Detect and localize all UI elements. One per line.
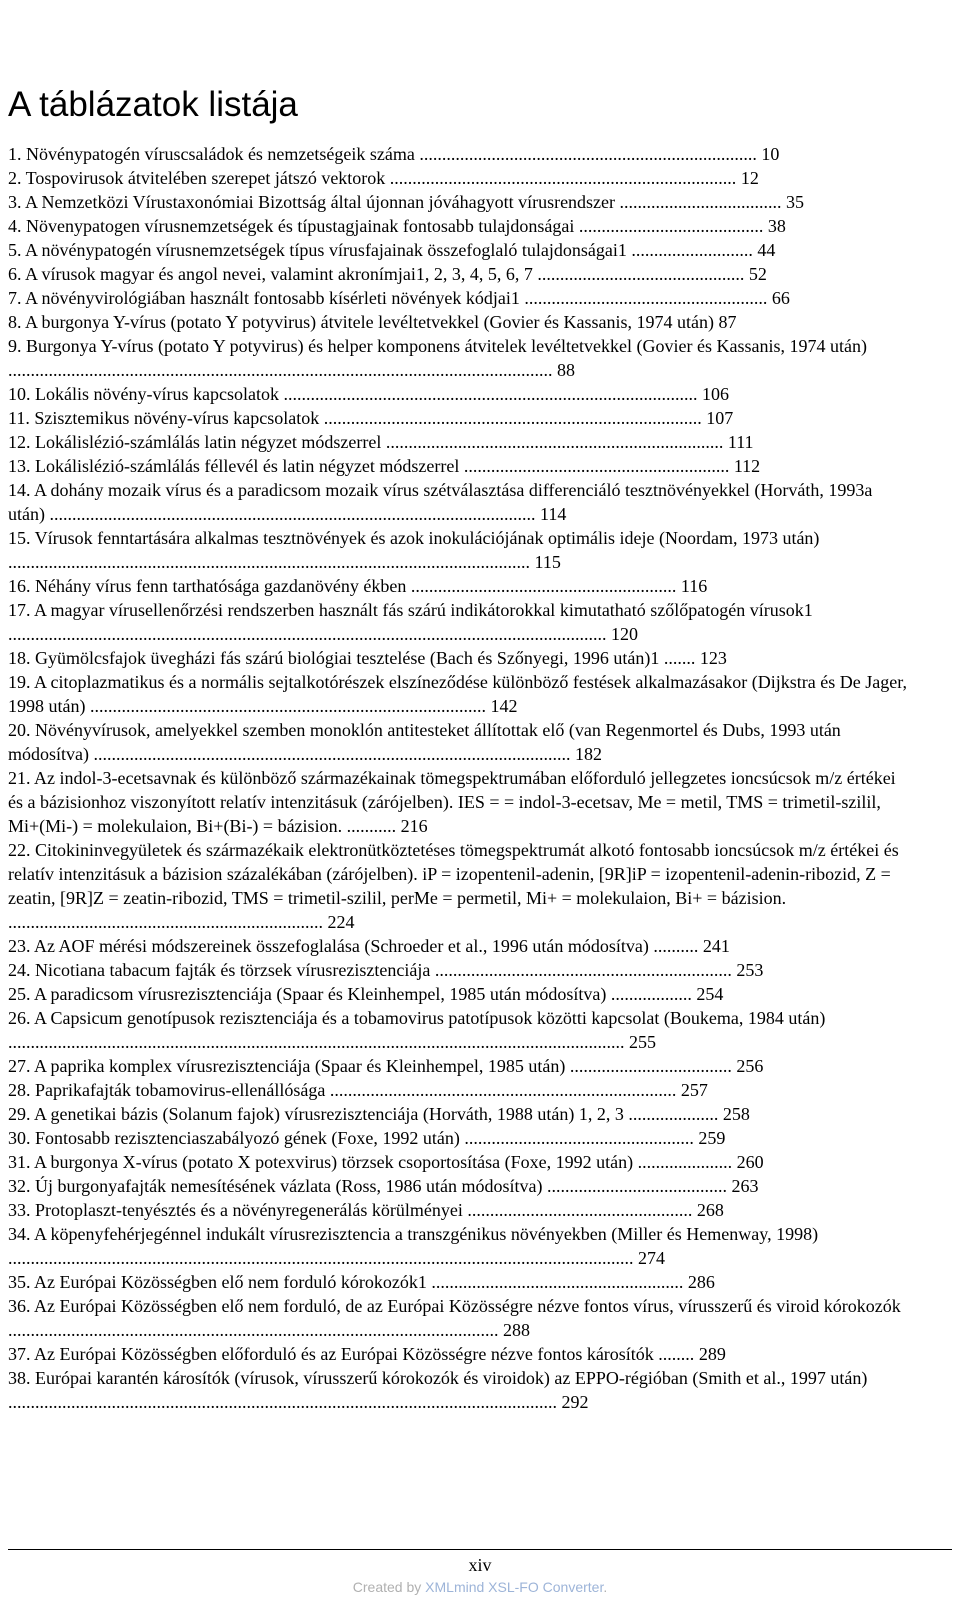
toc-entry-page: 142 — [490, 696, 518, 716]
toc-entry-page: 292 — [561, 1392, 589, 1412]
toc-entry-title: 31. A burgonya X-vírus (potato X potexvirus) törzsek csoportosítása (Foxe, 1992 után) ..................... — [8, 1152, 733, 1172]
toc-entry-title: 6. A vírusok magyar és angol nevei, valamint akronímjai1, 2, 3, 4, 5, 6, 7 .............................................. — [8, 264, 745, 284]
toc-entry[interactable] — [8, 838, 908, 934]
toc-entry-title: 10. Lokális növény-vírus kapcsolatok ............................................................................................ — [8, 384, 698, 404]
toc-entry-title: 23. Az AOF mérési módszereinek összefoglalása (Schroeder et al., 1996 után módosítva) .......... — [8, 936, 699, 956]
toc-entry-title: 13. Lokálislézió-számlálás féllevél és latin négyzet módszerrel ........................................................... — [8, 456, 730, 476]
toc-entry-page: 52 — [748, 264, 767, 284]
toc-entry[interactable] — [8, 670, 908, 718]
toc-entry[interactable] — [8, 646, 908, 670]
toc-entry-title: 27. A paprika komplex vírusrezisztenciája (Spaar és Kleinhempel, 1985 után) .................................... — [8, 1056, 732, 1076]
toc-entry-title: 14. A dohány mozaik vírus és a paradicsom mozaik vírus szétválasztása differenciáló tesztnövényekkel (Horváth, 1993a után) ............................................................................................................ — [8, 480, 873, 524]
toc-entry-page: 35 — [786, 192, 805, 212]
toc-entry-title: 8. A burgonya Y-vírus (potato Y potyvirus) átvitele levéltetvekkel (Govier és Kassanis, 1974 után) — [8, 312, 715, 332]
toc-entry-page: 107 — [706, 408, 734, 428]
toc-entry[interactable] — [8, 166, 908, 190]
toc-entry-page: 114 — [539, 504, 567, 524]
toc-entry-title: 37. Az Európai Közösségben előforduló és az Európai Közösségre nézve fontos károsítók ........ — [8, 1344, 695, 1364]
toc-entry[interactable] — [8, 1270, 908, 1294]
toc-entry-title: 1. Növénypatogén víruscsaládok és nemzetségeik száma ........................................................................... — [8, 144, 757, 164]
toc-entry-page: 106 — [701, 384, 729, 404]
toc-entry-title: 17. A magyar vírusellenőrzési rendszerben használt fás szárú indikátorokkal kimutatható szőlőpatogén vírusok1 ..................................................................................................................................... — [8, 600, 813, 644]
footer-divider — [8, 1549, 952, 1550]
toc-entry-title: 3. A Nemzetközi Vírustaxonómiai Bizottság által újonnan jóváhagyott vírusrendszer .................................... — [8, 192, 782, 212]
toc-entry[interactable] — [8, 1366, 908, 1414]
toc-entry-title: 24. Nicotiana tabacum fajták és törzsek vírusrezisztenciája .................................................................. — [8, 960, 732, 980]
toc-entry-title: 11. Szisztemikus növény-vírus kapcsolatok .................................................................................... — [8, 408, 702, 428]
toc-entry-page: 263 — [731, 1176, 759, 1196]
toc-entry-page: 224 — [327, 912, 355, 932]
toc-entry[interactable] — [8, 1054, 908, 1078]
toc-entry[interactable] — [8, 1006, 908, 1054]
toc-entry-title: 33. Protoplaszt-tenyésztés és a növényregenerálás körülményei .................................................. — [8, 1200, 693, 1220]
toc-entry[interactable] — [8, 430, 908, 454]
toc-entry[interactable] — [8, 718, 908, 766]
toc-entry-page: 12 — [740, 168, 759, 188]
toc-entry-page: 182 — [575, 744, 602, 764]
page-number: xiv — [468, 1555, 492, 1575]
toc-entry[interactable] — [8, 286, 908, 310]
toc-entry[interactable] — [8, 190, 908, 214]
generator-suffix: . — [603, 1579, 608, 1595]
toc-entry-title: 22. Citokininvegyületek és származékaik elektronütköztetéses tömegspektrumát alkotó fontosabb ioncsúcsok m/z értékei és relatív intenzitásuk a bázision százalékában (zárójelben). iP = izopentenil-adenin, [9R]iP = izopentenil-adenin-ribozid, Z = zeatin, [9R]Z = zeatin-ribozid, TMS = trimetil-szilil, perMe = permetil, Mi+ = molekulaion, Bi+ = bázision. ...................................................................... — [8, 840, 899, 932]
toc-entry-title: 19. A citoplazmatikus és a normális sejtalkotórészek elszíneződése különböző festések alkalmazásakor (Dijkstra és De Jager, 1998 után) ........................................................................................ — [8, 672, 907, 716]
toc-entry-title: 9. Burgonya Y-vírus (potato Y potyvirus) és helper komponens átvitelek levéltetvekkel (Govier és Kassanis, 1974 után) ......................................................................................................................... — [8, 336, 867, 380]
toc-entry[interactable] — [8, 262, 908, 286]
toc-entry-page: 255 — [629, 1032, 656, 1052]
toc-entry-page: 216 — [400, 816, 428, 836]
toc-entry-page: 120 — [611, 624, 638, 644]
toc-entry-page: 115 — [534, 552, 561, 572]
toc-entry-title: 38. Európai karantén károsítók (vírusok, vírusszerű kórokozók és viroidok) az EPPO-régióban (Smith et al., 1997 után) .......................................................................................................................... — [8, 1368, 868, 1412]
toc-entry-title: 7. A növényvirológiában használt fontosabb kísérleti növények kódjai1 ...................................................... — [8, 288, 768, 308]
toc-entry-page: 112 — [733, 456, 761, 476]
toc-entry-page: 10 — [761, 144, 780, 164]
toc-entry-title: 12. Lokálislézió-számlálás latin négyzet módszerrel ........................................................................... — [8, 432, 724, 452]
toc-entry[interactable] — [8, 1174, 908, 1198]
toc-entry-title: 25. A paradicsom vírusrezisztenciája (Spaar és Kleinhempel, 1985 után módosítva) .................. — [8, 984, 692, 1004]
toc-entry-page: 257 — [680, 1080, 708, 1100]
toc-entry-title: 29. A genetikai bázis (Solanum fajok) vírusrezisztenciája (Horváth, 1988 után) 1, 2, 3 .................... — [8, 1104, 719, 1124]
toc-entry-page: 258 — [722, 1104, 750, 1124]
toc-entry-page: 123 — [699, 648, 727, 668]
toc-entry[interactable] — [8, 334, 908, 382]
toc-entry-page: 38 — [767, 216, 786, 236]
toc-entry-title: 2. Tospovirusok átvitelében szerepet játszó vektorok ............................................................................. — [8, 168, 737, 188]
toc-entry[interactable] — [8, 454, 908, 478]
toc-entry-title: 30. Fontosabb rezisztenciaszabályozó gének (Foxe, 1992 után) ................................................... — [8, 1128, 694, 1148]
toc-entry-title: 36. Az Európai Közösségben elő nem forduló, de az Európai Közösségre nézve fontos vírus, vírusszerű és viroid kórokozók ............................................................................................................. — [8, 1296, 901, 1340]
toc-entry[interactable] — [8, 214, 908, 238]
toc-entry-page: 253 — [736, 960, 764, 980]
generator-prefix: Created by — [352, 1579, 426, 1595]
toc-entry[interactable] — [8, 1294, 908, 1342]
toc-entry-page: 66 — [771, 288, 790, 308]
page-title: A táblázatok listája — [8, 85, 298, 124]
toc-entry-title: 5. A növénypatogén vírusnemzetségek típus vírusfajainak összefoglaló tulajdonságai1 ........................... — [8, 240, 753, 260]
toc-entry-title: 21. Az indol-3-ecetsavnak és különböző származékainak tömegspektrumában előforduló jellegzetes ioncsúcsok m/z értékei és a bázisionhoz viszonyított relatív intenzitásuk (zárójelben). IES = = indol-3-ecetsav, Me = metil, TMS = trimetil-szilil, Mi+(Mi-) = molekulaion, Bi+(Bi-) = bázision. ........... — [8, 768, 896, 836]
toc-entry-title: 35. Az Európai Közösségben elő nem forduló kórokozók1 ........................................................ — [8, 1272, 684, 1292]
toc-entry[interactable] — [8, 382, 908, 406]
toc-entry-title: 28. Paprikafajták tobamovirus-ellenállósága ............................................................................. — [8, 1080, 677, 1100]
toc-entry[interactable] — [8, 1150, 908, 1174]
toc-entry[interactable] — [8, 1222, 908, 1270]
toc-entry-page: 288 — [503, 1320, 530, 1340]
toc-entry-page: 88 — [557, 360, 575, 380]
toc-entry-page: 87 — [718, 312, 737, 332]
toc-entry-page: 44 — [757, 240, 776, 260]
toc-entry[interactable] — [8, 1342, 908, 1366]
toc-entry[interactable] — [8, 1078, 908, 1102]
toc-entry-page: 289 — [698, 1344, 726, 1364]
toc-entry[interactable] — [8, 1198, 908, 1222]
table-list — [8, 142, 908, 1414]
toc-entry-page: 111 — [727, 432, 754, 452]
toc-entry-page: 241 — [702, 936, 730, 956]
toc-entry-title: 15. Vírusok fenntartására alkalmas tesztnövények és azok inokulációjának optimális ideje (Noordam, 1973 után) .................................................................................................................... — [8, 528, 820, 572]
toc-entry[interactable] — [8, 478, 908, 526]
generator-note — [0, 1577, 960, 1597]
toc-entry-title: 26. A Capsicum genotípusok rezisztenciája és a tobamovirus patotípusok közötti kapcsolat (Boukema, 1984 után) ......................................................................................................................................... — [8, 1008, 826, 1052]
generator-link[interactable]: XMLmind XSL-FO Converter — [425, 1579, 604, 1595]
toc-entry-title: 20. Növényvírusok, amelyekkel szemben monoklón antitesteket állítottak elő (van Regenmortel és Dubs, 1993 után módosítva) .......................................................................................................... — [8, 720, 841, 764]
toc-entry-title: 16. Néhány vírus fenn tarthatósága gazdanövény ékben ........................................................... — [8, 576, 677, 596]
toc-entry-title: 34. A köpenyfehérjegénnel indukált vírusrezisztencia a transzgénikus növényekben (Miller és Hemenway, 1998) ........................................................................................................................................... — [8, 1224, 819, 1268]
toc-entry[interactable] — [8, 958, 908, 982]
toc-entry-page: 116 — [680, 576, 708, 596]
toc-entry[interactable] — [8, 574, 908, 598]
toc-entry[interactable] — [8, 238, 908, 262]
toc-entry-title: 18. Gyümölcsfajok üvegházi fás szárú biológiai tesztelése (Bach és Szőnyegi, 1996 után)1 ....... — [8, 648, 696, 668]
toc-entry[interactable] — [8, 766, 908, 838]
toc-entry[interactable] — [8, 406, 908, 430]
toc-entry[interactable] — [8, 982, 908, 1006]
toc-entry[interactable] — [8, 598, 908, 646]
toc-entry-title: 4. Növenypatogen vírusnemzetségek és típustagjainak fontosabb tulajdonságai ......................................... — [8, 216, 764, 236]
toc-entry[interactable] — [8, 1126, 908, 1150]
toc-entry-title: 32. Új burgonyafajták nemesítésének vázlata (Ross, 1986 után módosítva) ........................................ — [8, 1176, 728, 1196]
toc-entry-page: 259 — [698, 1128, 726, 1148]
toc-entry[interactable] — [8, 1102, 908, 1126]
toc-entry[interactable] — [8, 310, 908, 334]
toc-entry[interactable] — [8, 526, 908, 574]
toc-entry-page: 274 — [638, 1248, 665, 1268]
toc-entry-page: 268 — [696, 1200, 724, 1220]
toc-entry-page: 254 — [696, 984, 724, 1004]
toc-entry-page: 256 — [736, 1056, 764, 1076]
toc-entry-page: 260 — [736, 1152, 764, 1172]
toc-entry[interactable] — [8, 934, 908, 958]
toc-entry[interactable] — [8, 142, 908, 166]
toc-entry-page: 286 — [687, 1272, 715, 1292]
